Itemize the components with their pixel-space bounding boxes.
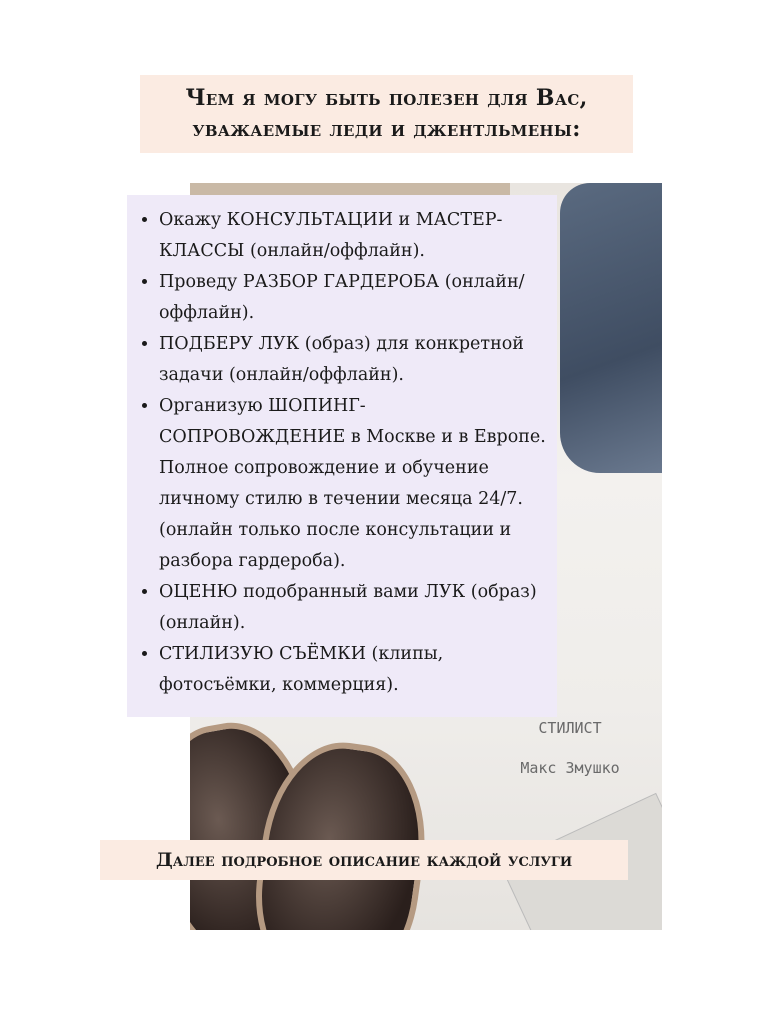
service-item: • Организую ШОПИНГ-СОПРОВОЖДЕНИЕ в Москве и в Европе. Полное сопровождение и обучение личному стилю в течении месяца 24/7. (онлайн только после консультации и разбора гардероба).	[159, 391, 549, 577]
service-item: • ОЦЕНЮ подобранный вами ЛУК (образ)(онлайн).	[159, 577, 549, 639]
service-item: • Окажу КОНСУЛЬТАЦИИ и МАСТЕР-КЛАССЫ (онлайн/оффлайн).	[159, 205, 549, 267]
footer-banner: Далее подробное описание каждой услуги	[100, 840, 628, 880]
service-item: • Проведу РАЗБОР ГАРДЕРОБА (онлайн/оффлайн).	[159, 267, 549, 329]
photo-jeans	[560, 183, 662, 473]
service-item: • ПОДБЕРУ ЛУК (образ) для конкретной задачи (онлайн/оффлайн).	[159, 329, 549, 391]
title-line-2: уважаемые леди и джентльмены:	[192, 116, 581, 142]
signature-name: Макс Змушко	[520, 759, 620, 777]
service-item: • СТИЛИЗУЮ СЪЁМКИ (клипы, фотосъёмки, коммерция).	[159, 639, 549, 701]
services-list	[139, 205, 549, 701]
title-line-1: Чем я могу быть полезен для Вас,	[185, 85, 588, 111]
page-title	[140, 75, 633, 153]
signature-role: СТИЛИСТ	[538, 719, 602, 737]
signature	[480, 708, 660, 788]
services-list-box	[127, 195, 557, 717]
